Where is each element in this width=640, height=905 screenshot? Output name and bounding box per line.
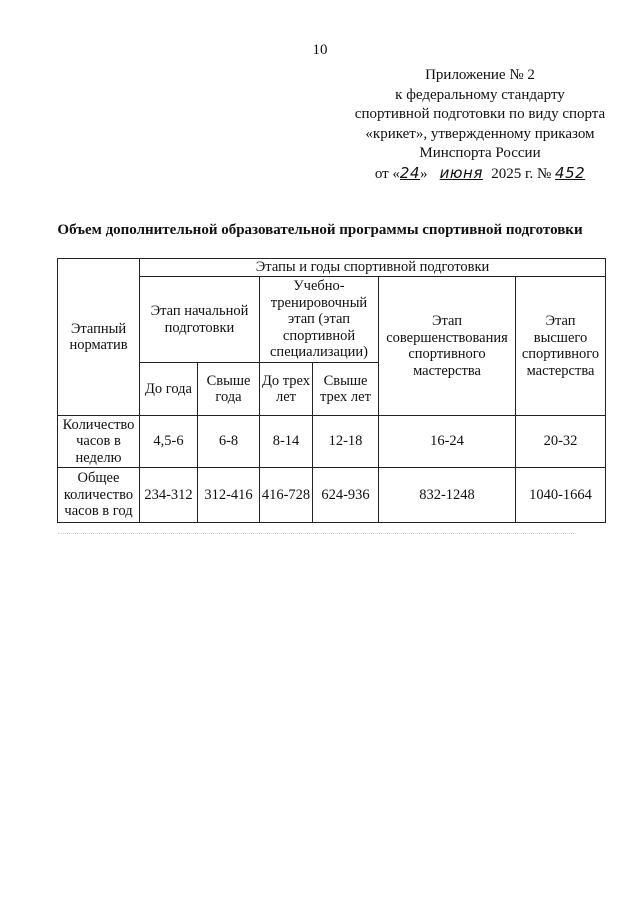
program-volume-table bbox=[57, 258, 606, 523]
appendix-line: «крикет», утвержденному приказом bbox=[365, 125, 595, 142]
sub-header-up-to-three-years: До трех лет bbox=[260, 363, 313, 416]
sub-header-over-three-years: Свыше трех лет bbox=[313, 363, 379, 416]
table-cell: 16-24 bbox=[379, 416, 516, 468]
stage-training-header: Учебно-тренировочный этап (этап спортивной специализации) bbox=[260, 277, 379, 363]
row-label-yearly-hours: Общее количество часов в год bbox=[58, 468, 140, 523]
sub-header-over-year: Свыше года bbox=[198, 363, 260, 416]
year-text: 2025 г. № bbox=[491, 165, 552, 182]
table-cell: 1040-1664 bbox=[516, 468, 606, 523]
stage-initial-header: Этап начальной подготовки bbox=[140, 277, 260, 363]
table-row bbox=[58, 416, 606, 468]
row-label-weekly-hours: Количество часов в неделю bbox=[58, 416, 140, 468]
row-header-cell: Этапный норматив bbox=[58, 259, 140, 416]
table-cell: 6-8 bbox=[198, 416, 260, 468]
page-number: 10 bbox=[312, 42, 328, 58]
appendix-header bbox=[330, 66, 630, 184]
appendix-line: Минспорта России bbox=[419, 145, 541, 161]
handwritten-order-number: 452 bbox=[555, 163, 586, 182]
table-row bbox=[58, 468, 606, 523]
handwritten-month: июня bbox=[439, 163, 483, 182]
table-cell: 416-728 bbox=[260, 468, 313, 523]
stages-group-header: Этапы и годы спортивной подготовки bbox=[140, 259, 606, 277]
table-cell: 234-312 bbox=[140, 468, 198, 523]
appendix-line: спортивной подготовки по виду спорта bbox=[354, 106, 606, 122]
order-reference bbox=[330, 164, 630, 185]
table-cell: 12-18 bbox=[313, 416, 379, 468]
date-mid: » bbox=[420, 165, 428, 182]
stage-improvement-header: Этап совершенствования спортивного мастерства bbox=[379, 277, 516, 416]
table-cell: 312-416 bbox=[198, 468, 260, 523]
table-cell: 4,5-6 bbox=[140, 416, 198, 468]
table-cell: 20-32 bbox=[516, 416, 606, 468]
scan-artifact-line bbox=[58, 533, 576, 534]
stage-highest-header: Этап высшего спортивного мастерства bbox=[516, 277, 606, 416]
date-prefix: от « bbox=[374, 165, 400, 182]
table-cell: 624-936 bbox=[313, 468, 379, 523]
table-cell: 832-1248 bbox=[379, 468, 516, 523]
table-cell: 8-14 bbox=[260, 416, 313, 468]
document-title: Объем дополнительной образовательной программы спортивной подготовки bbox=[57, 222, 583, 238]
handwritten-day: 24 bbox=[399, 163, 421, 182]
sub-header-up-to-year: До года bbox=[140, 363, 198, 416]
appendix-line: Приложение № 2 bbox=[425, 67, 535, 83]
appendix-line: к федеральному стандарту bbox=[395, 86, 565, 103]
